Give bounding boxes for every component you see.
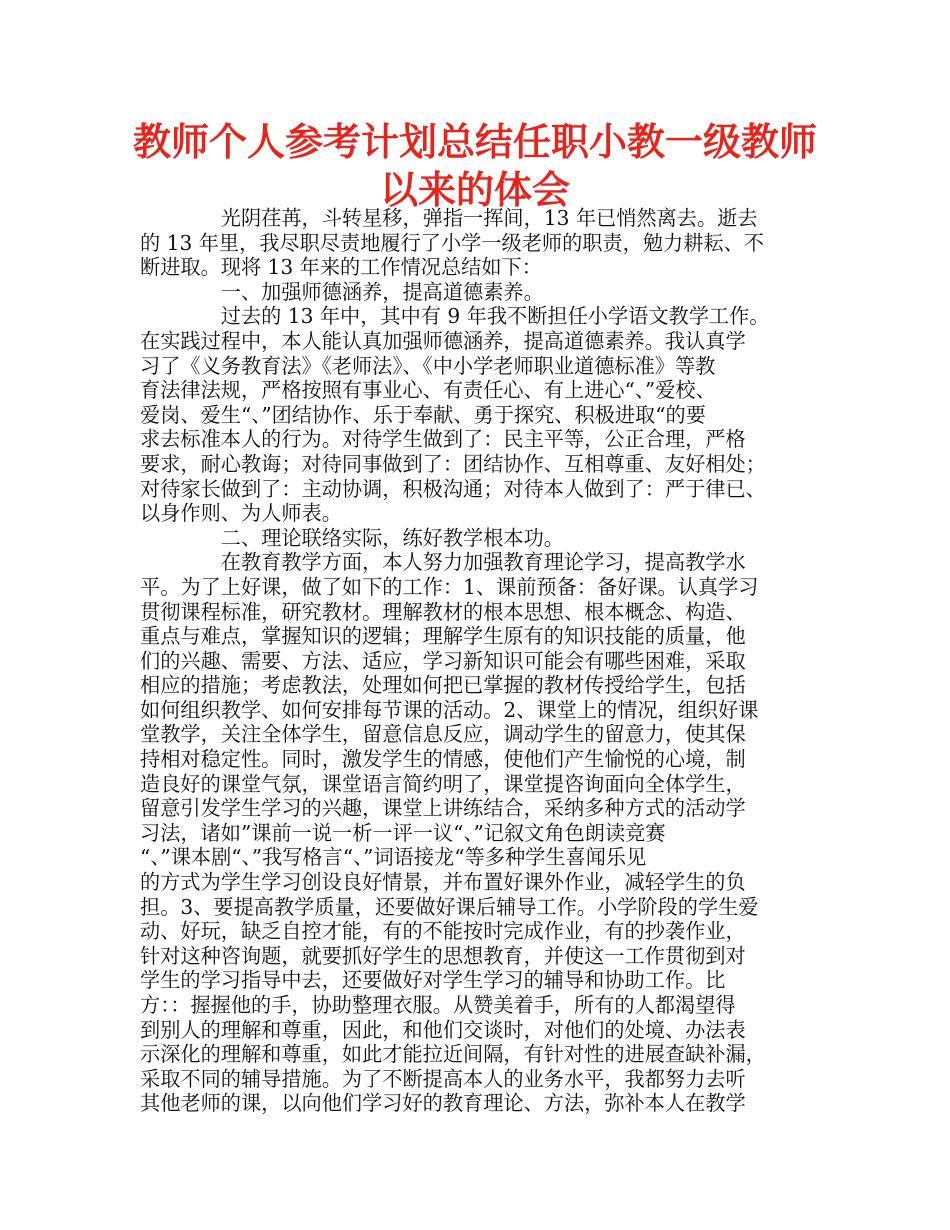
section-heading: 二、理论联络实际，练好教学根本功。 [140, 525, 564, 550]
body-line: 过去的 13 年中，其中有 9 年我不断担任小学语文教学工作。 [140, 304, 770, 329]
body-line: 断进取。现将 13 年来的工作情况总结如下： [140, 255, 542, 280]
body-line: 光阴荏苒，斗转星移，弹指一挥间，13 年已悄然离去。逝去 [140, 206, 758, 230]
body-line: 的 13 年里，我尽职尽责地履行了小学一级老师的职责，勉力耕耘、不 [140, 230, 764, 255]
body-line: 育法律法规，严格按照有事业心、有责任心、有上进心“、”爱校、 [140, 378, 716, 403]
body-line: 求去标准本人的行为。对待学生做到了：民主平等，公正合理，严格 [140, 427, 746, 452]
document-title [130, 118, 820, 214]
body-line: 重点与难点，掌握知识的逻辑；理解学生原有的知识技能的质量，他 [140, 624, 746, 649]
body-line: 留意引发学生学习的兴趣，课堂上讲练结合，采纳多种方式的活动学 [140, 796, 746, 821]
body-line: 针对这种咨询题，就要抓好学生的思想教育，并使这一工作贯彻到对 [140, 943, 746, 968]
body-line: 到别人的理解和尊重，因此，和他们交谈时，对他们的处境、办法表 [140, 1017, 746, 1042]
body-line: 动、好玩，缺乏自控才能，有的不能按时完成作业，有的抄袭作业， [140, 919, 746, 944]
body-line: 方：：握握他的手，协助整理衣服。从赞美着手，所有的人都渴望得 [140, 993, 736, 1017]
body-line: 示深化的理解和尊重，如此才能拉近间隔，有针对性的进展查缺补漏， [140, 1042, 766, 1067]
body-line: 以身作则、为人师表。 [140, 501, 342, 526]
body-line: 在教育教学方面，本人努力加强教育理论学习，提高教学水 [140, 550, 746, 575]
body-line: 贯彻课程标准，研究教材。理解教材的根本思想、根本概念、构造、 [140, 599, 746, 624]
body-line: 在实践过程中，本人能认真加强师德涵养，提高道德素养。我认真学 [140, 328, 746, 353]
body-line: 习法，诸如”课前一说一析一评一议“、”记叙文角色朗读竞赛 [140, 820, 666, 845]
body-line: 要求，耐心教诲；对待同事做到了：团结协作、互相尊重、友好相处； [140, 451, 766, 476]
body-line: 堂教学，关注全体学生，留意信息反应，调动学生的留意力，使其保 [140, 722, 746, 747]
body-line: 平。为了上好课，做了如下的工作：1、课前预备：备好课。认真学习 [140, 574, 759, 599]
body-line: 们的兴趣、需要、方法、适应，学习新知识可能会有哪些困难，采取 [140, 648, 746, 673]
body-line: “、”课本剧“、”我写格言“、”词语接龙“等多种学生喜闻乐见 [140, 845, 647, 870]
body-line: 的方式为学生学习创设良好情景，并布置好课外作业，减轻学生的负 [140, 870, 746, 895]
body-line: 对待家长做到了：主动协调，积极沟通；对待本人做到了：严于律已、 [140, 476, 766, 501]
body-line: 采取不同的辅导措施。为了不断提高本人的业务水平，我都努力去听 [140, 1066, 746, 1091]
body-line: 学生的学习指导中去，还要做好对学生学习的辅导和协助工作。比 [140, 968, 726, 993]
document-body [140, 206, 820, 1116]
body-line: 如何组织教学、如何安排每节课的活动。2、课堂上的情况，组织好课 [140, 697, 759, 722]
body-line: 爱岗、爱生“、”团结协作、乐于奉献、勇于探究、积极进取“的要 [140, 402, 706, 427]
body-line: 其他老师的课，以向他们学习好的教育理论、方法，弥补本人在教学 [140, 1091, 746, 1116]
body-line: 习了《义务教育法》《老师法》、《中小学老师职业道德标准》等教 [140, 353, 716, 378]
section-heading: 一、加强师德涵养，提高道德素养。 [140, 279, 544, 304]
title-line-1: 教师个人参考计划总结任职小教一级教师 [132, 120, 817, 164]
body-line: 造良好的课堂气氛，课堂语言简约明了，课堂提咨询面向全体学生， [140, 771, 746, 796]
body-line: 相应的措施；考虑教法，处理如何把已掌握的教材传授给学生，包括 [140, 673, 746, 698]
title-line-2: 以来的体会 [379, 168, 570, 212]
body-line: 持相对稳定性。同时，激发学生的情感，使他们产生愉悦的心境，制 [140, 747, 746, 772]
body-line: 担。3、要提高教学质量，还要做好课后辅导工作。小学阶段的学生爱 [140, 894, 759, 919]
